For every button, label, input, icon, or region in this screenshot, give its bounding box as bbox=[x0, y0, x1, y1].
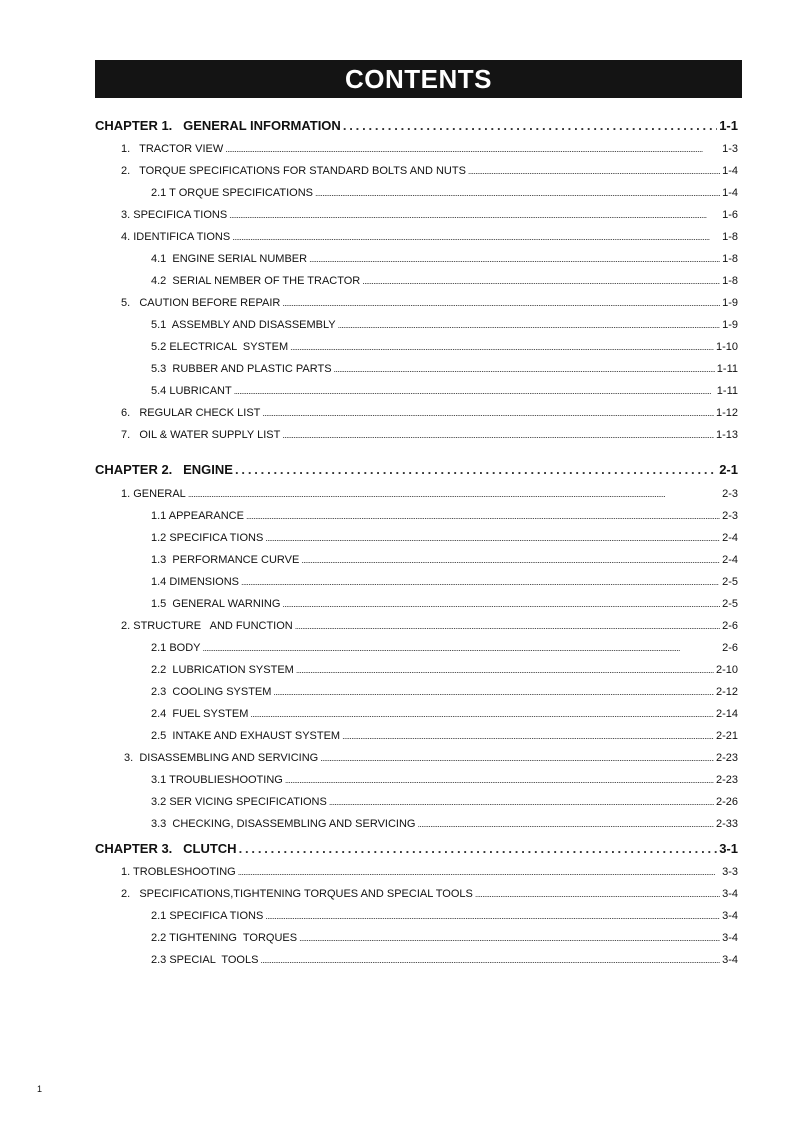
toc-page: 2-5 bbox=[722, 598, 738, 610]
toc-entry bbox=[151, 532, 738, 544]
toc-page: 1-11 bbox=[716, 363, 738, 375]
dot-leader bbox=[285, 775, 714, 785]
toc-page: 2-12 bbox=[715, 686, 738, 698]
toc-page: 2-3 bbox=[722, 510, 738, 522]
toc-chapter bbox=[95, 841, 738, 856]
toc-entry bbox=[151, 932, 738, 944]
toc-entry bbox=[151, 275, 738, 287]
toc-entry bbox=[151, 187, 738, 199]
page-number: 1 bbox=[37, 1084, 43, 1094]
toc-entry bbox=[151, 554, 738, 566]
toc-entry bbox=[151, 774, 738, 786]
toc-title: 1. GENERAL bbox=[121, 488, 186, 500]
toc-title: 4.1 ENGINE SERIAL NUMBER bbox=[151, 253, 308, 265]
toc-entry bbox=[151, 708, 738, 720]
toc-entry bbox=[151, 363, 738, 375]
dot-leader bbox=[342, 731, 714, 741]
toc-title: 3.3 CHECKING, DISASSEMBLING AND SERVICING bbox=[151, 818, 416, 830]
toc-entry bbox=[151, 253, 738, 265]
toc-title: CHAPTER 1. GENERAL INFORMATION bbox=[95, 118, 341, 133]
dot-leader bbox=[343, 118, 717, 133]
toc-entry bbox=[151, 576, 738, 588]
toc-title: 4.2 SERIAL NEMBER OF THE TRACTOR bbox=[151, 275, 361, 287]
dot-leader bbox=[260, 955, 720, 965]
dot-leader bbox=[417, 819, 713, 829]
toc-page: 1-4 bbox=[722, 165, 738, 177]
toc-title: 5.4 LUBRICANT bbox=[151, 385, 232, 397]
toc-entry bbox=[121, 620, 738, 632]
toc-chapter bbox=[95, 118, 738, 133]
toc-entry bbox=[151, 664, 738, 676]
toc-title: 1.1 APPEARANCE bbox=[151, 510, 244, 522]
toc-title: 5.1 ASSEMBLY AND DISASSEMBLY bbox=[151, 319, 336, 331]
toc-title: 3. DISASSEMBLING AND SERVICING bbox=[121, 752, 319, 764]
toc-page: 1-10 bbox=[715, 341, 738, 353]
toc-page: 1-1 bbox=[719, 118, 738, 133]
toc-title: 1.2 SPECIFICA TIONS bbox=[151, 532, 264, 544]
toc-title: 1.3 PERFORMANCE CURVE bbox=[151, 554, 300, 566]
toc-title: 1. TROBLESHOOTING bbox=[121, 866, 236, 878]
toc-title: 2.1 T ORQUE SPECIFICATIONS bbox=[151, 187, 313, 199]
dot-leader bbox=[309, 254, 720, 264]
dot-leader bbox=[235, 462, 717, 477]
toc-page: 1-4 bbox=[722, 187, 738, 199]
dot-leader bbox=[296, 665, 714, 675]
toc-title: 5.2 ELECTRICAL SYSTEM bbox=[151, 341, 289, 353]
toc-title: 3.1 TROUBLIESHOOTING bbox=[151, 774, 283, 786]
dot-leader bbox=[232, 232, 720, 242]
toc-title: 4. IDENTIFICA TIONS bbox=[121, 231, 231, 243]
toc-entry bbox=[121, 143, 738, 155]
toc-page: 1-6 bbox=[722, 209, 738, 221]
toc-page: 2-23 bbox=[715, 774, 738, 786]
dot-leader bbox=[334, 364, 715, 374]
toc-page: 2-33 bbox=[715, 818, 738, 830]
dot-leader bbox=[265, 533, 720, 543]
toc-entry bbox=[151, 954, 738, 966]
toc-entry bbox=[121, 429, 738, 441]
toc-entry bbox=[151, 818, 738, 830]
toc-title: 5.3 RUBBER AND PLASTIC PARTS bbox=[151, 363, 332, 375]
dot-leader bbox=[273, 687, 714, 697]
dot-leader bbox=[229, 210, 720, 220]
toc-title: 2.3 COOLING SYSTEM bbox=[151, 686, 272, 698]
toc-entry bbox=[151, 642, 738, 654]
dot-leader bbox=[475, 889, 720, 899]
toc-title: 2.5 INTAKE AND EXHAUST SYSTEM bbox=[151, 730, 341, 742]
toc-entry bbox=[121, 297, 738, 309]
dot-leader bbox=[246, 511, 720, 521]
dot-leader bbox=[265, 911, 720, 921]
dot-leader bbox=[468, 166, 720, 176]
page-title: CONTENTS bbox=[345, 64, 492, 94]
toc-page: 3-4 bbox=[722, 932, 738, 944]
dot-leader bbox=[329, 797, 714, 807]
toc-page: 1-9 bbox=[722, 319, 738, 331]
dot-leader bbox=[250, 709, 714, 719]
toc-title: 1. TRACTOR VIEW bbox=[121, 143, 224, 155]
toc-page: 1-8 bbox=[722, 253, 738, 265]
toc-page: 2-4 bbox=[722, 554, 738, 566]
toc-title: 2.3 SPECIAL TOOLS bbox=[151, 954, 259, 966]
toc-entry bbox=[121, 231, 738, 243]
toc-page: 1-8 bbox=[722, 275, 738, 287]
dot-leader bbox=[282, 298, 720, 308]
toc-entry bbox=[121, 866, 738, 878]
toc-title: CHAPTER 2. ENGINE bbox=[95, 462, 233, 477]
toc-title: 1.5 GENERAL WARNING bbox=[151, 598, 281, 610]
dot-leader bbox=[282, 430, 714, 440]
toc-entry bbox=[151, 510, 738, 522]
toc-title: 5. CAUTION BEFORE REPAIR bbox=[121, 297, 281, 309]
dot-leader bbox=[315, 188, 720, 198]
toc-entry bbox=[121, 752, 738, 764]
toc-page: 3-4 bbox=[722, 888, 738, 900]
toc-title: 2.1 SPECIFICA TIONS bbox=[151, 910, 264, 922]
toc-title: 7. OIL & WATER SUPPLY LIST bbox=[121, 429, 281, 441]
dot-leader bbox=[203, 643, 721, 653]
dot-leader bbox=[238, 867, 720, 877]
toc-title: 2.2 LUBRICATION SYSTEM bbox=[151, 664, 294, 676]
toc-page: 2-4 bbox=[722, 532, 738, 544]
toc-page: 2-14 bbox=[715, 708, 738, 720]
toc-page: 3-1 bbox=[719, 841, 738, 856]
toc-page: 2-3 bbox=[722, 488, 738, 500]
toc-entry bbox=[151, 686, 738, 698]
toc-title: 2.2 TIGHTENING TORQUES bbox=[151, 932, 298, 944]
contents-banner bbox=[95, 60, 742, 98]
toc-page: 2-10 bbox=[715, 664, 738, 676]
toc-title: 2. SPECIFICATIONS,TIGHTENING TORQUES AND SPECIAL TOOLS bbox=[121, 888, 473, 900]
dot-leader bbox=[188, 489, 720, 499]
toc-entry bbox=[151, 385, 738, 397]
toc-page: 1-12 bbox=[715, 407, 738, 419]
dot-leader bbox=[290, 342, 714, 352]
toc-page: 2-21 bbox=[715, 730, 738, 742]
toc-page: 3-3 bbox=[722, 866, 738, 878]
toc-title: 3.2 SER VICING SPECIFICATIONS bbox=[151, 796, 327, 808]
toc-page: 1-11 bbox=[716, 385, 738, 397]
dot-leader bbox=[301, 555, 720, 565]
toc-page: 3-4 bbox=[722, 954, 738, 966]
dot-leader bbox=[225, 144, 720, 154]
dot-leader bbox=[320, 753, 714, 763]
toc-title: 1.4 DIMENSIONS bbox=[151, 576, 240, 588]
toc-title: 3. SPECIFICA TIONS bbox=[121, 209, 228, 221]
dot-leader bbox=[299, 933, 720, 943]
toc-entry bbox=[121, 888, 738, 900]
toc-title: 6. REGULAR CHECK LIST bbox=[121, 407, 261, 419]
toc-entry bbox=[151, 598, 738, 610]
toc-title: 2. TORQUE SPECIFICATIONS FOR STANDARD BOLTS AND NUTS bbox=[121, 165, 466, 177]
toc-entry bbox=[121, 165, 738, 177]
toc-page: 2-1 bbox=[719, 462, 738, 477]
dot-leader bbox=[338, 320, 720, 330]
toc-chapter bbox=[95, 462, 738, 477]
toc-page: 2-26 bbox=[715, 796, 738, 808]
toc-page: 3-4 bbox=[722, 910, 738, 922]
dot-leader bbox=[262, 408, 714, 418]
toc-page: 1-3 bbox=[722, 143, 738, 155]
toc-entry bbox=[121, 407, 738, 419]
toc-entry bbox=[151, 796, 738, 808]
toc-entry bbox=[151, 730, 738, 742]
toc-entry bbox=[121, 209, 738, 221]
toc-page: 1-13 bbox=[715, 429, 738, 441]
dot-leader bbox=[239, 841, 718, 856]
toc-entry bbox=[151, 910, 738, 922]
toc-entry bbox=[151, 341, 738, 353]
dot-leader bbox=[282, 599, 720, 609]
dot-leader bbox=[362, 276, 720, 286]
toc-page: 2-5 bbox=[722, 576, 738, 588]
toc-entry bbox=[151, 319, 738, 331]
toc-title: 2.1 BODY bbox=[151, 642, 201, 654]
dot-leader bbox=[241, 577, 720, 587]
toc-page: 2-23 bbox=[715, 752, 738, 764]
toc-title: 2. STRUCTURE AND FUNCTION bbox=[121, 620, 293, 632]
toc-page: 1-8 bbox=[722, 231, 738, 243]
toc-entry bbox=[121, 488, 738, 500]
toc-page: 2-6 bbox=[722, 620, 738, 632]
toc-page: 2-6 bbox=[722, 642, 738, 654]
toc-page: 1-9 bbox=[722, 297, 738, 309]
dot-leader bbox=[234, 386, 715, 396]
toc-title: CHAPTER 3. CLUTCH bbox=[95, 841, 237, 856]
toc-title: 2.4 FUEL SYSTEM bbox=[151, 708, 249, 720]
dot-leader bbox=[295, 621, 720, 631]
